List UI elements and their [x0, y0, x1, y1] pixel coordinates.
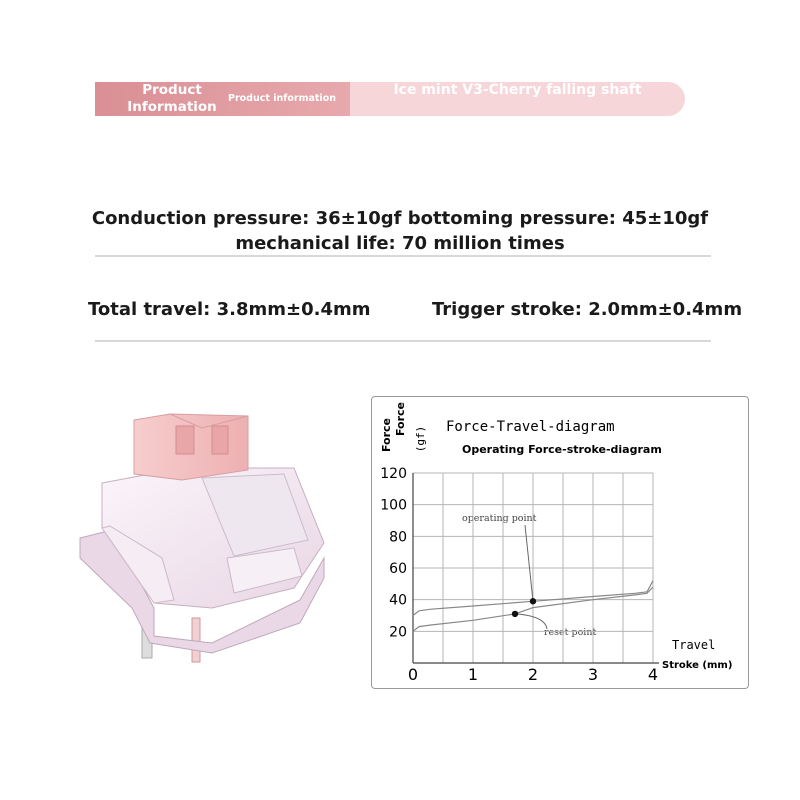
- switch-illustration: [62, 408, 334, 670]
- force-travel-diagram: [371, 396, 749, 689]
- trigger-stroke-spec: Trigger stroke: 2.0mm±0.4mm: [432, 299, 743, 320]
- product-banner: [95, 82, 685, 116]
- reset-point-marker: [512, 611, 518, 617]
- x-label-stroke: Stroke (mm): [662, 660, 733, 671]
- y-tick-label: 80: [389, 529, 407, 546]
- chart-svg: [372, 397, 748, 688]
- mechanical-life-line: mechanical life: 70 million times: [235, 233, 565, 254]
- operating-point-marker: [530, 598, 536, 604]
- y-tick-label: 120: [380, 466, 407, 482]
- y-tick-label: 40: [389, 592, 407, 609]
- y-unit: (gf): [414, 425, 427, 453]
- total-travel-spec: Total travel: 3.8mm±0.4mm: [88, 299, 371, 320]
- diagram-title: Force-Travel-diagram: [446, 419, 615, 435]
- banner-left: [95, 82, 350, 116]
- x-label-travel: Travel: [672, 638, 716, 652]
- pressure-line: Conduction pressure: 36±10gf bottoming pressure: 45±10gf: [91, 208, 709, 229]
- x-tick-label: 3: [587, 665, 599, 684]
- x-tick-label: 1: [467, 665, 479, 684]
- divider-top: [95, 255, 711, 257]
- product-name: Ice mint V3-Cherry falling shaft: [393, 82, 642, 98]
- y-tick-label: 100: [380, 497, 407, 514]
- reset-point-label: reset point: [544, 627, 597, 638]
- operating-point-label: operating point: [462, 513, 537, 524]
- x-tick-label: 0: [407, 665, 419, 684]
- diagram-subtitle: Operating Force-stroke-diagram: [462, 443, 662, 456]
- product-information-small-label: Product information: [228, 93, 336, 104]
- divider-bottom: [95, 340, 711, 342]
- y-tick-label: 20: [389, 624, 407, 641]
- reset-point-leader: [515, 614, 547, 629]
- y-tick-label: 60: [389, 561, 407, 577]
- x-tick-label: 2: [527, 665, 539, 684]
- pressure-spec: [40, 206, 760, 256]
- y-label-force-1: Force: [380, 417, 393, 453]
- x-tick-label: 4: [647, 665, 659, 684]
- product-information-label: Product Information: [127, 82, 217, 115]
- y-label-force-2: Force: [394, 401, 407, 437]
